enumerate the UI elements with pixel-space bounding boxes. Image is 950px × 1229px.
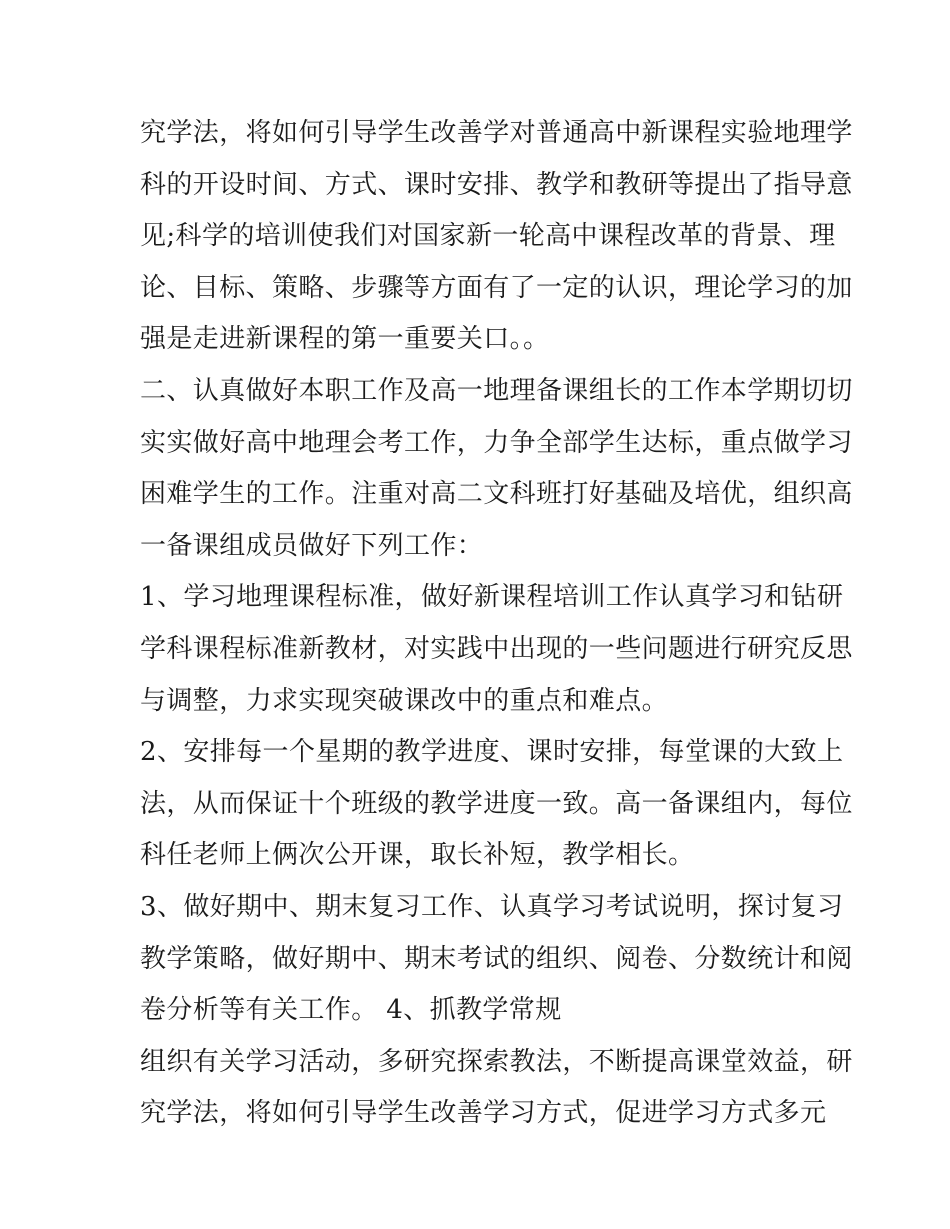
document-body: [140, 108, 853, 1140]
text-line: 科任老师上俩次公开课，取长补短，教学相长。: [140, 840, 695, 871]
text-line: 见;科学的培训使我们对国家新一轮高中课程改革的背景、理: [140, 221, 836, 252]
text-line: 科的开设时间、方式、课时安排、教学和教研等提出了指导意: [140, 169, 853, 200]
text-line: 法，从而保证十个班级的教学进度一致。高一备课组内，每位: [140, 788, 853, 819]
text-line: 一备课组成员做好下列工作：: [140, 530, 484, 561]
text-line: 论、目标、策略、步骤等方面有了一定的认识，理论学习的加: [140, 272, 853, 303]
text-line: 强是走进新课程的第一重要关口。。: [140, 324, 550, 355]
text-line: 教学策略，做好期中、期末考试的组织、阅卷、分数统计和阅: [140, 943, 853, 974]
text-line: 1、学习地理课程标准，做好新课程培训工作认真学习和钻研: [140, 582, 844, 613]
text-line: 究学法，将如何引导学生改善学习方式，促进学习方式多元: [140, 1098, 827, 1129]
text-line: 卷分析等有关工作。 4、抓教学常规: [140, 995, 562, 1026]
text-line: 实实做好高中地理会考工作，力争全部学生达标，重点做学习: [140, 427, 853, 458]
text-line: 3、做好期中、期末复习工作、认真学习考试说明，探讨复习: [140, 891, 844, 922]
text-line: 二、认真做好本职工作及高一地理备课组长的工作本学期切切: [140, 375, 853, 406]
text-line: 困难学生的工作。注重对高二文科班打好基础及培优，组织高: [140, 479, 853, 510]
text-line: 2、安排每一个星期的教学进度、课时安排，每堂课的大致上: [140, 737, 844, 768]
text-line: 学科课程标准新教材，对实践中出现的一些问题进行研究反思: [140, 633, 853, 664]
text-line: 究学法，将如何引导学生改善学对普通高中新课程实验地理学: [140, 118, 853, 148]
text-line: 组织有关学习活动，多研究探索教法，不断提高课堂效益，研: [140, 1046, 853, 1077]
text-line: 与调整，力求实现突破课改中的重点和难点。: [140, 685, 669, 716]
